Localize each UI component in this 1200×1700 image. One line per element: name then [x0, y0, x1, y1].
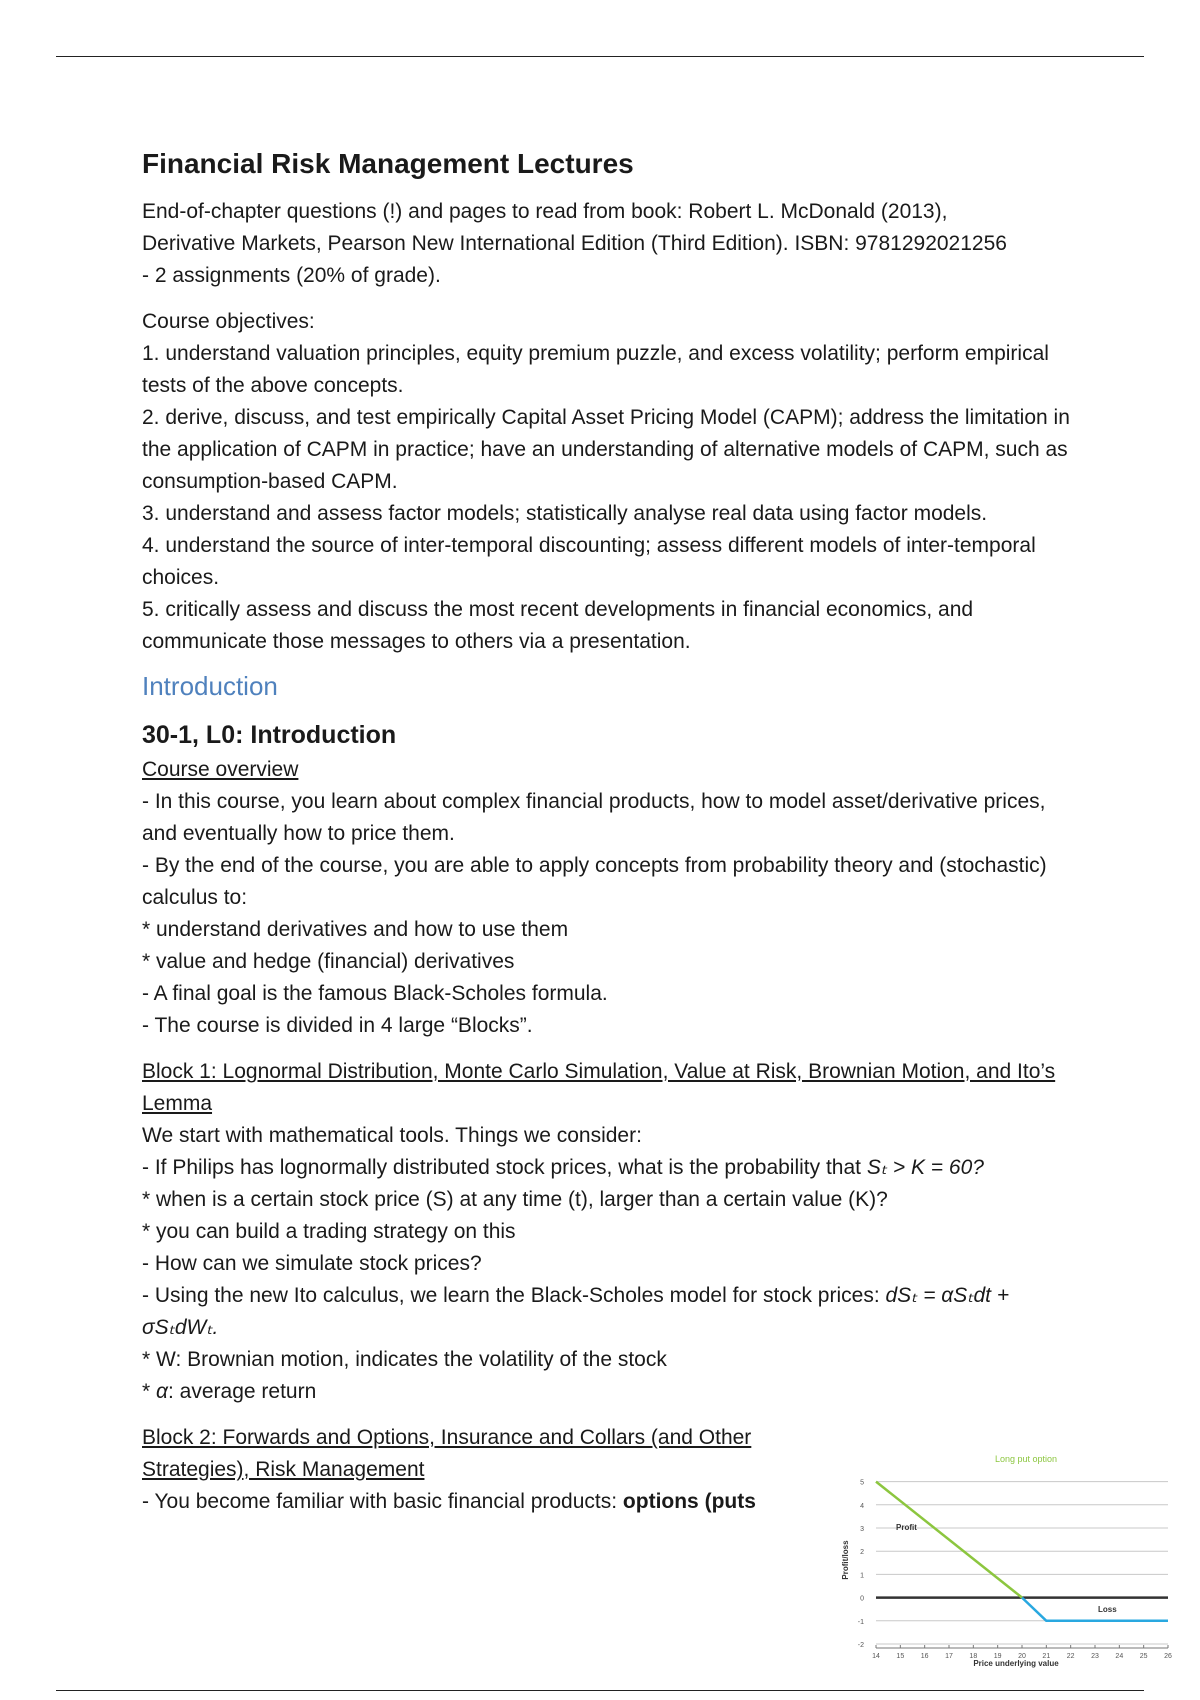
objective-item: 4. understand the source of inter-temporal discounting; assess different models of inter-temporal choices. — [142, 534, 1036, 589]
overview-line: * value and hedge (financial) derivatives — [142, 950, 515, 973]
section-heading-introduction: Introduction — [142, 671, 278, 701]
chart-x-tick-label: 18 — [969, 1653, 978, 1660]
chart-y-tick-label: 0 — [860, 1595, 864, 1603]
chart-y-tick-label: 5 — [860, 1479, 864, 1487]
overview-line: - In this course, you learn about complex financial products, how to model asset/derivative prices, and eventually how to price them. — [142, 790, 1046, 845]
chart-series-line-1 — [876, 1482, 1022, 1598]
block1-line: * W: Brownian motion, indicates the volatility of the stock — [142, 1348, 667, 1371]
chart-x-tick-label: 20 — [1018, 1653, 1026, 1660]
alpha-symbol: α — [156, 1380, 168, 1403]
block2-bold-text: options (puts — [622, 1490, 756, 1513]
intro-line: Derivative Markets, Pearson New International Edition (Third Edition). ISBN: 9781292021256 — [142, 232, 1007, 255]
block1-intro: We start with mathematical tools. Things we consider: — [142, 1124, 642, 1147]
block1-line: * when is a certain stock price (S) at any time (t), larger than a certain value (K)? — [142, 1188, 888, 1211]
chart-y-tick-label: 3 — [860, 1526, 864, 1533]
block1-title: Block 1: Lognormal Distribution, Monte Carlo Simulation, Value at Risk, Brownian Motion, and Ito’s Lemma — [142, 1060, 1056, 1115]
chart-x-tick-label: 24 — [1115, 1653, 1124, 1660]
block1-question — [142, 1152, 1082, 1184]
objective-item: 5. critically assess and discuss the most recent developments in financial economics, and communicate those messages to others via a presentation. — [142, 598, 974, 653]
overview-line: * understand derivatives and how to use them — [142, 918, 569, 941]
chart-annotation-loss: Loss — [1098, 1605, 1117, 1614]
objectives-heading: Course objectives: — [142, 310, 315, 333]
chart-xlabel: Price underlying value — [973, 1659, 1059, 1668]
block1-ito-text: - Using the new Ito calculus, we learn the Black-Scholes model for stock prices: — [142, 1284, 886, 1307]
chart-y-tick-label: -1 — [857, 1618, 864, 1626]
chart-series-line-2 — [1022, 1598, 1168, 1621]
block1-line: - How can we simulate stock prices? — [142, 1252, 482, 1275]
chart-x-tick-label: 21 — [1042, 1653, 1051, 1660]
block1-question-formula: Sₜ > K = 60? — [866, 1156, 984, 1179]
block1-ito-formula: dSₜ = αSₜdt + σSₜdWₜ. — [142, 1284, 1010, 1339]
chart-x-tick-label: 14 — [872, 1653, 880, 1660]
long-put-chart-svg — [836, 1448, 1176, 1672]
block1-alpha-line — [142, 1376, 1082, 1408]
lecture-heading: 30-1, L0: Introduction — [142, 721, 397, 749]
chart-ylabel: Profit/loss — [841, 1540, 850, 1580]
long-put-chart — [836, 1448, 1176, 1672]
alpha-prefix: * — [142, 1380, 157, 1403]
footer-rule — [56, 1690, 1144, 1691]
chart-x-tick-label: 17 — [945, 1653, 953, 1660]
block1-ito-line — [142, 1280, 1082, 1344]
block2-line — [142, 1486, 802, 1518]
header-rule — [56, 56, 1144, 57]
block2-title: Block 2: Forwards and Options, Insurance and Collars (and Other Strategies), Risk Management — [142, 1426, 752, 1481]
chart-y-tick-label: 2 — [860, 1549, 864, 1557]
chart-y-tick-label: 1 — [860, 1572, 864, 1580]
chart-y-tick-label: -2 — [857, 1642, 864, 1649]
alpha-rest: : average return — [168, 1380, 317, 1403]
intro-line: - 2 assignments (20% of grade). — [142, 264, 441, 287]
block2-text: - You become familiar with basic financial products: — [142, 1490, 623, 1513]
objective-item: 3. understand and assess factor models; statistically analyse real data using factor models. — [142, 502, 988, 525]
intro-line: End-of-chapter questions (!) and pages to read from book: Robert L. McDonald (2013), — [142, 200, 948, 223]
chart-x-tick-label: 26 — [1164, 1653, 1172, 1660]
chart-x-tick-label: 19 — [993, 1653, 1002, 1660]
page-title: Financial Risk Management Lectures — [142, 148, 634, 179]
chart-x-tick-label: 15 — [896, 1653, 905, 1660]
block1-question-text: - If Philips has lognormally distributed stock prices, what is the probability that — [142, 1156, 867, 1179]
chart-x-tick-label: 22 — [1066, 1653, 1075, 1660]
document-body — [142, 140, 1082, 1518]
chart-x-tick-label: 16 — [920, 1653, 929, 1660]
overview-line: - A final goal is the famous Black-Scholes formula. — [142, 982, 608, 1005]
chart-annotation-profit: Profit — [896, 1523, 917, 1532]
course-overview-title: Course overview — [142, 758, 299, 781]
block1-line: * you can build a trading strategy on this — [142, 1220, 516, 1243]
chart-title: Long put option — [994, 1454, 1058, 1464]
chart-x-tick-label: 23 — [1091, 1653, 1099, 1660]
overview-line: - The course is divided in 4 large “Blocks”. — [142, 1014, 533, 1037]
overview-line: - By the end of the course, you are able to apply concepts from probability theory and (stochastic) calculus to: — [142, 854, 1047, 909]
objective-item: 2. derive, discuss, and test empirically Capital Asset Pricing Model (CAPM); address the limitation in the application of CAPM in practice; have an understanding of alternative models of CAPM, such as consumption-based CAPM. — [142, 406, 1070, 493]
objective-item: 1. understand valuation principles, equity premium puzzle, and excess volatility; perform empirical tests of the above concepts. — [142, 342, 1049, 397]
chart-y-tick-label: 4 — [860, 1502, 864, 1510]
chart-x-tick-label: 25 — [1139, 1653, 1148, 1660]
